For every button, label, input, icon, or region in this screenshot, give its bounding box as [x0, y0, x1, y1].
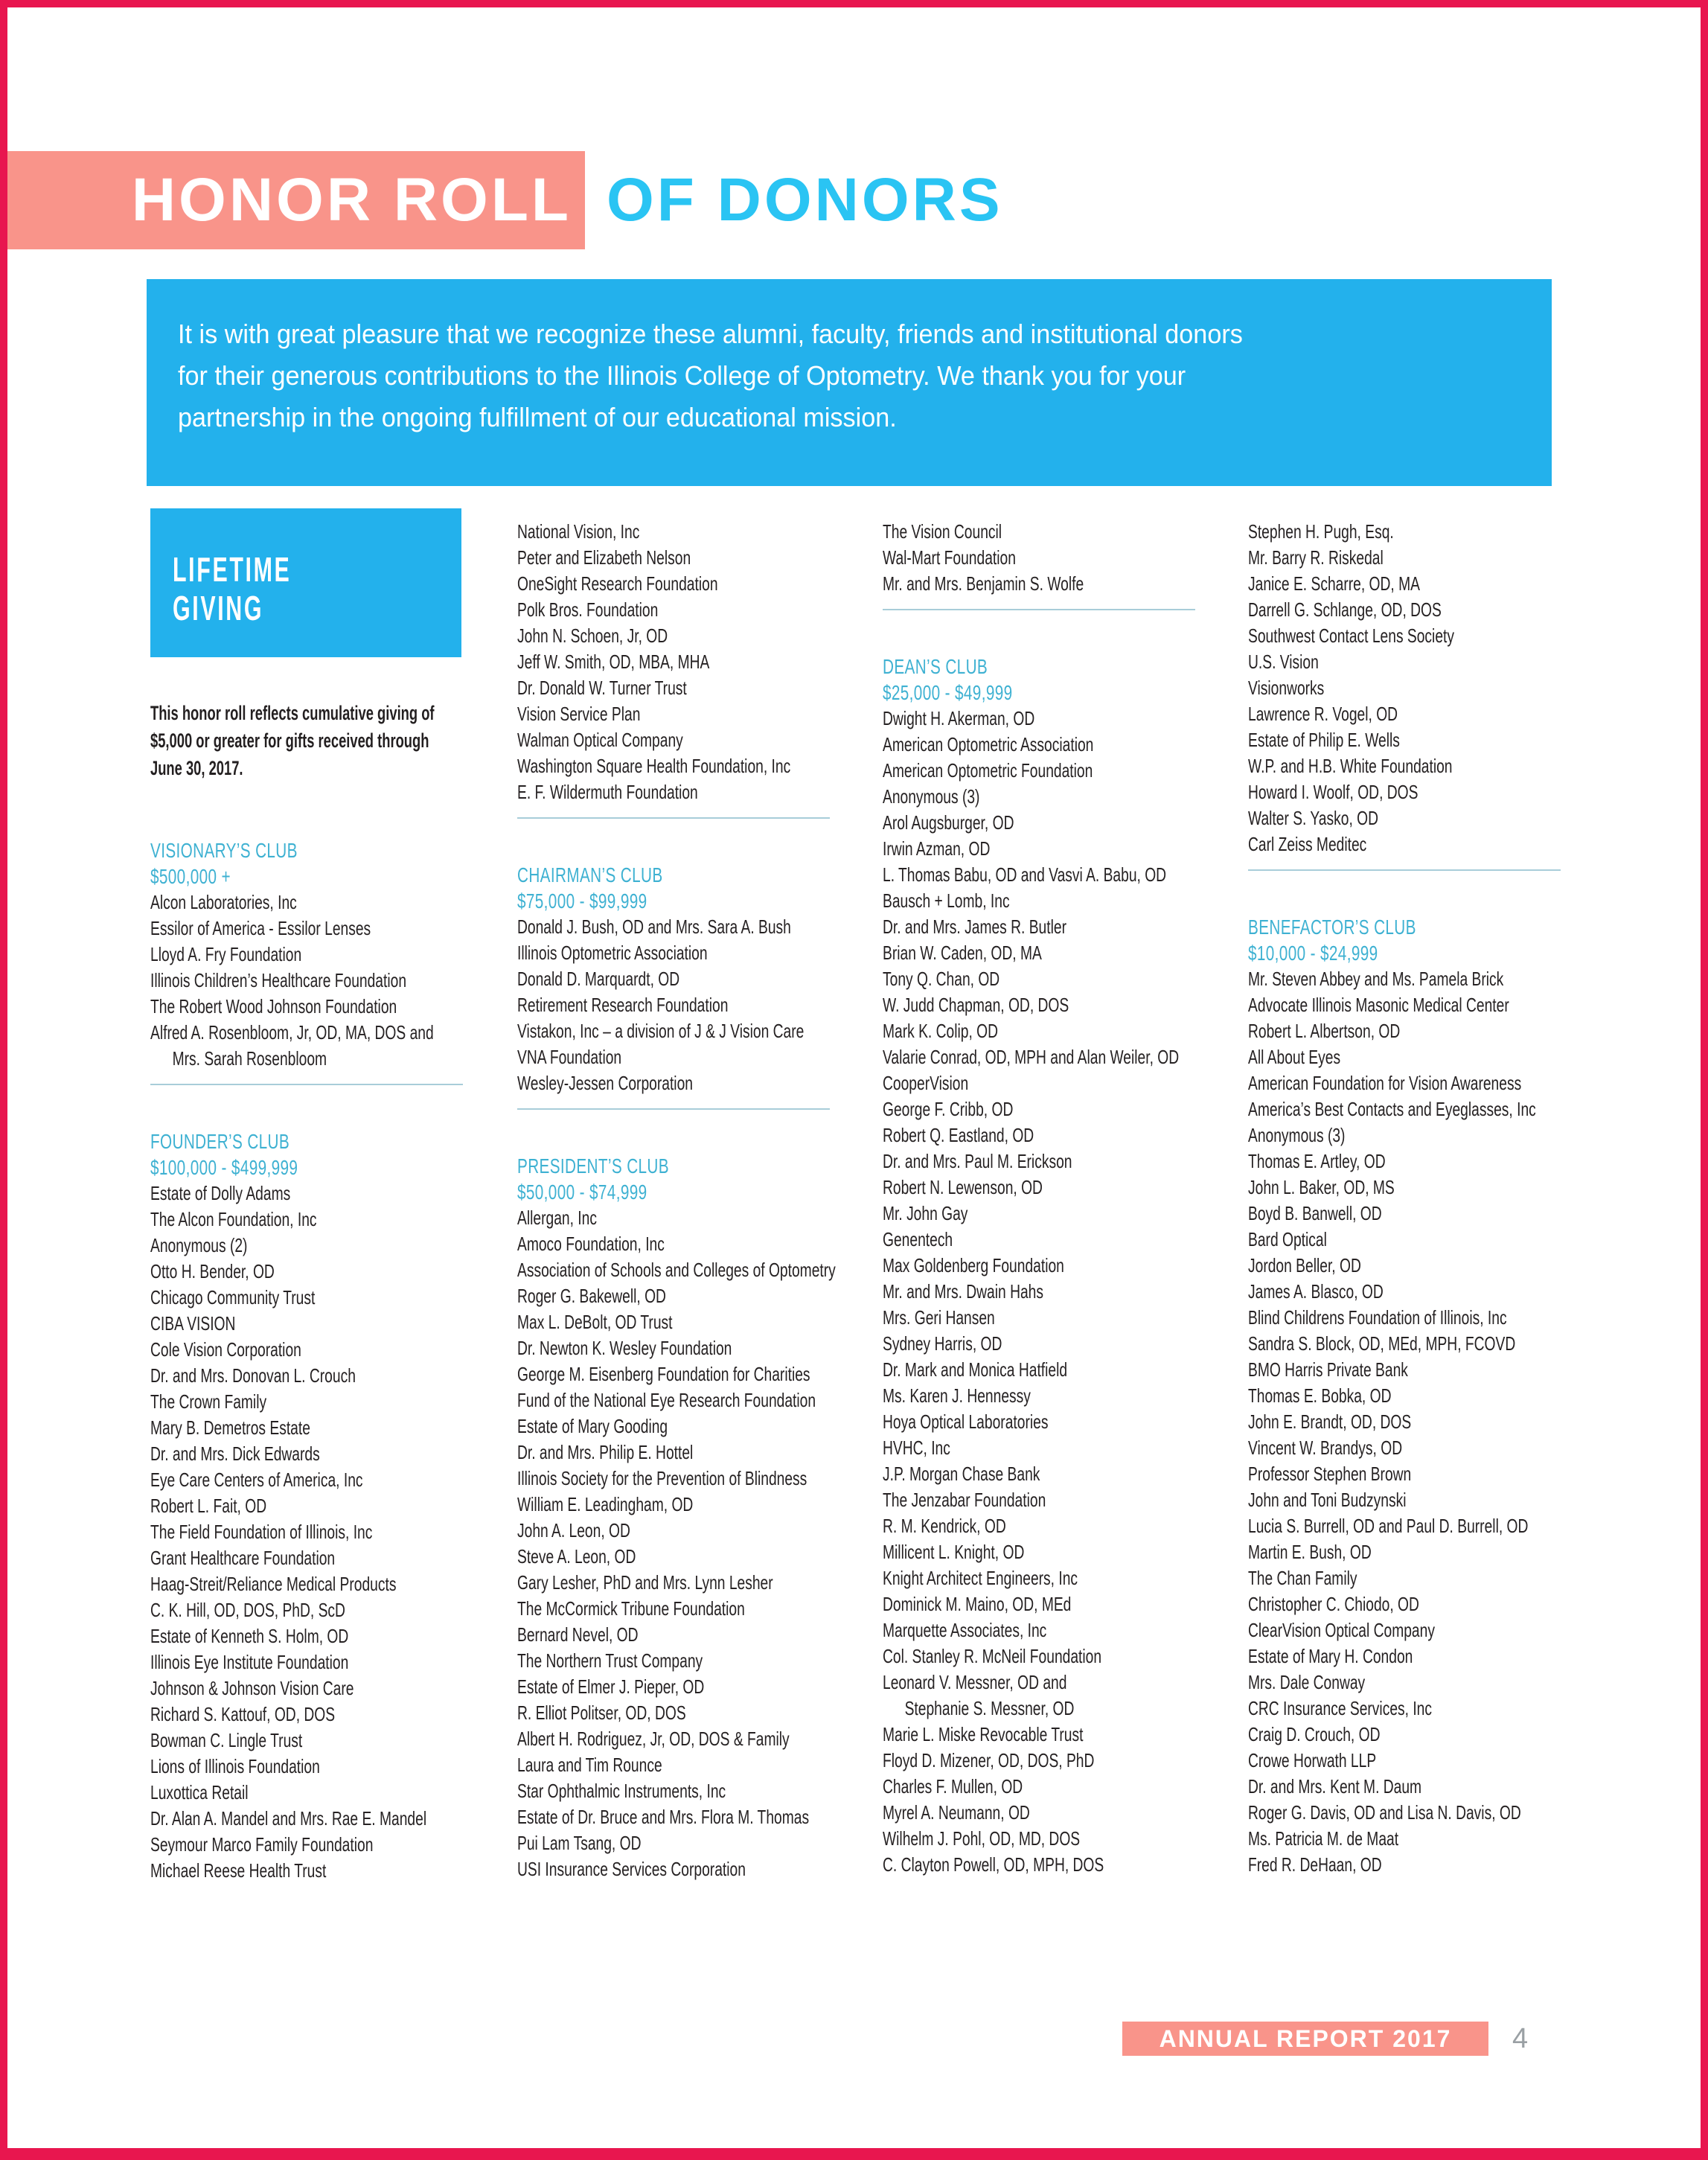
donor-name: Haag-Streit/Reliance Medical Products — [150, 1573, 397, 1595]
donor-name: American Optometric Foundation — [883, 759, 1093, 782]
intro-line: for their generous contributions to the Illinois College of Optometry. We thank you for your — [178, 360, 1186, 391]
donor-name: Craig D. Crouch, OD — [1248, 1723, 1381, 1745]
title-banner-salmon — [7, 151, 585, 249]
donor-name: Mrs. Sarah Rosenbloom — [172, 1047, 327, 1070]
donor-name: Christopher C. Chiodo, OD — [1248, 1593, 1419, 1615]
club-section — [517, 1153, 867, 1882]
donor-name: Martin E. Bush, OD — [1248, 1541, 1372, 1563]
donor-name: OneSight Research Foundation — [517, 572, 718, 595]
donor-name: Laura and Tim Rounce — [517, 1754, 662, 1776]
donor-name: Alcon Laboratories, Inc — [150, 891, 297, 913]
donor-name: C. Clayton Powell, OD, MPH, DOS — [883, 1853, 1104, 1876]
donor-name: Ms. Patricia M. de Maat — [1248, 1827, 1399, 1850]
donor-name: The Vision Council — [883, 520, 1002, 543]
donor-name: Leonard V. Messner, OD and — [883, 1671, 1067, 1693]
donor-name: Charles F. Mullen, OD — [883, 1775, 1023, 1798]
donor-name: Luxottica Retail — [150, 1781, 249, 1803]
donor-name: Dr. Newton K. Wesley Foundation — [517, 1337, 732, 1359]
donor-name: Robert L. Albertson, OD — [1248, 1020, 1401, 1042]
donor-name: Robert L. Fait, OD — [150, 1495, 267, 1517]
donor-name: Visionworks — [1248, 677, 1325, 699]
donor-name: John E. Brandt, OD, DOS — [1248, 1410, 1412, 1433]
donor-name: James A. Blasco, OD — [1248, 1280, 1384, 1303]
club-section — [517, 862, 867, 1096]
section-divider — [1248, 869, 1561, 871]
donor-name: VNA Foundation — [517, 1046, 622, 1068]
donor-name: Dr. and Mrs. Paul M. Erickson — [883, 1150, 1072, 1172]
club-section — [150, 1128, 500, 1884]
donor-name: Max L. DeBolt, OD Trust — [517, 1311, 673, 1333]
donor-name: Peter and Elizabeth Nelson — [517, 546, 691, 569]
donor-name: CooperVision — [883, 1072, 969, 1094]
donor-name: Essilor of America - Essilor Lenses — [150, 917, 371, 939]
donor-name: Estate of Kenneth S. Holm, OD — [150, 1625, 349, 1647]
cumulative-giving-note — [150, 700, 500, 782]
donor-name: Darrell G. Schlange, OD, DOS — [1248, 598, 1442, 621]
donor-name: L. Thomas Babu, OD and Vasvi A. Babu, OD — [883, 863, 1167, 886]
donor-name: The Robert Wood Johnson Foundation — [150, 995, 397, 1017]
note-line: June 30, 2017. — [150, 757, 243, 779]
donor-name: Anonymous (3) — [1248, 1124, 1346, 1146]
donor-name: Mr. and Mrs. Dwain Hahs — [883, 1280, 1043, 1303]
club-section-continuation — [517, 519, 867, 805]
intro-banner — [147, 279, 1552, 486]
donor-name: Southwest Contact Lens Society — [1248, 624, 1455, 647]
club-giving-range: $75,000 - $99,999 — [517, 889, 647, 913]
donor-name: Max Goldenberg Foundation — [883, 1254, 1064, 1276]
donor-name: Robert Q. Eastland, OD — [883, 1124, 1034, 1146]
donor-name: Mrs. Geri Hansen — [883, 1306, 995, 1329]
donor-name: Jordon Beller, OD — [1248, 1254, 1361, 1276]
donor-name: Dr. and Mrs. James R. Butler — [883, 916, 1066, 938]
donor-name: Estate of Mary Gooding — [517, 1415, 668, 1437]
donor-column — [517, 519, 867, 1882]
donor-name: The Crown Family — [150, 1390, 267, 1413]
lifetime-giving-label: GIVING — [173, 589, 264, 627]
donor-name: Polk Bros. Foundation — [517, 598, 659, 621]
donor-name: Arol Augsburger, OD — [883, 811, 1014, 834]
donor-name: Sydney Harris, OD — [883, 1332, 1002, 1355]
donor-name: Bard Optical — [1248, 1228, 1327, 1250]
donor-name: Stephanie S. Messner, OD — [904, 1697, 1075, 1719]
donor-name: Illinois Children’s Healthcare Foundation — [150, 969, 407, 991]
donor-name: Bowman C. Lingle Trust — [150, 1729, 303, 1751]
donor-name: Thomas E. Bobka, OD — [1248, 1384, 1392, 1407]
donor-name: Illinois Eye Institute Foundation — [150, 1651, 349, 1673]
donor-name: Dominick M. Maino, OD, MEd — [883, 1593, 1072, 1615]
donor-name: National Vision, Inc — [517, 520, 640, 543]
donor-name: Advocate Illinois Masonic Medical Center — [1248, 994, 1509, 1016]
donor-name: Otto H. Bender, OD — [150, 1260, 275, 1282]
donor-name: Mr. Steven Abbey and Ms. Pamela Brick — [1248, 968, 1504, 990]
donor-name: Fund of the National Eye Research Foundation — [517, 1389, 816, 1411]
lifetime-giving-box — [150, 508, 461, 657]
donor-name: Vistakon, Inc – a division of J & J Vision Care — [517, 1020, 805, 1042]
lifetime-giving-label: LIFETIME — [173, 550, 292, 589]
donor-name: Brian W. Caden, OD, MA — [883, 942, 1042, 964]
donor-name: American Optometric Association — [883, 733, 1094, 755]
donor-name: Walman Optical Company — [517, 729, 683, 751]
donor-name: Robert N. Lewenson, OD — [883, 1176, 1043, 1198]
page-number: 4 — [1512, 2023, 1529, 2054]
donor-name: Michael Reese Health Trust — [150, 1859, 327, 1882]
donor-name: Anonymous (2) — [150, 1234, 248, 1256]
club-giving-range: $10,000 - $24,999 — [1248, 942, 1378, 965]
donor-name: George M. Eisenberg Foundation for Charities — [517, 1363, 810, 1385]
donor-name: Dr. and Mrs. Dick Edwards — [150, 1442, 320, 1465]
donor-name: Estate of Dolly Adams — [150, 1182, 291, 1204]
donor-name: Crowe Horwath LLP — [1248, 1749, 1377, 1771]
donor-name: Thomas E. Artley, OD — [1248, 1150, 1386, 1172]
donor-name: Howard I. Woolf, OD, DOS — [1248, 781, 1418, 803]
donor-name: Carl Zeiss Meditec — [1248, 833, 1367, 855]
footer-banner — [1122, 2022, 1488, 2056]
donor-name: Knight Architect Engineers, Inc — [883, 1567, 1078, 1589]
club-heading: FOUNDER’S CLUB — [150, 1130, 290, 1153]
donor-name: Washington Square Health Foundation, Inc — [517, 755, 791, 777]
club-heading: VISIONARY’S CLUB — [150, 839, 298, 862]
donor-name: John L. Baker, OD, MS — [1248, 1176, 1395, 1198]
donor-name: Johnson & Johnson Vision Care — [150, 1677, 354, 1699]
donor-name: Genentech — [883, 1228, 953, 1250]
donor-name: Anonymous (3) — [883, 785, 980, 808]
club-section-continuation — [1248, 519, 1598, 857]
donor-name: Sandra S. Block, OD, MEd, MPH, FCOVD — [1248, 1332, 1516, 1355]
donor-name: Irwin Azman, OD — [883, 837, 991, 860]
donor-column — [883, 519, 1232, 1878]
donor-name: The Chan Family — [1248, 1567, 1357, 1589]
donor-name: Retirement Research Foundation — [517, 994, 729, 1016]
donor-name: John N. Schoen, Jr, OD — [517, 624, 668, 647]
donor-name: Dr. and Mrs. Philip E. Hottel — [517, 1441, 694, 1463]
donor-name: Donald D. Marquardt, OD — [517, 968, 680, 990]
donor-name: Marquette Associates, Inc — [883, 1619, 1047, 1641]
donor-name: Millicent L. Knight, OD — [883, 1541, 1025, 1563]
donor-name: American Foundation for Vision Awareness — [1248, 1072, 1522, 1094]
section-divider — [150, 1084, 463, 1085]
donor-name: The Field Foundation of Illinois, Inc — [150, 1521, 373, 1543]
donor-name: Estate of Dr. Bruce and Mrs. Flora M. Thomas — [517, 1806, 810, 1828]
club-section-continuation — [883, 519, 1232, 597]
donor-name: America’s Best Contacts and Eyeglasses, Inc — [1248, 1098, 1536, 1120]
donor-name: Wilhelm J. Pohl, OD, MD, DOS — [883, 1827, 1081, 1850]
donor-name: Association of Schools and Colleges of Optometry — [517, 1259, 836, 1281]
donor-name: Mr. and Mrs. Benjamin S. Wolfe — [883, 572, 1084, 595]
donor-name: Dr. Alan A. Mandel and Mrs. Rae E. Mandel — [150, 1807, 427, 1830]
club-heading: PRESIDENT’S CLUB — [517, 1154, 669, 1178]
donor-name: Estate of Elmer J. Pieper, OD — [517, 1675, 705, 1698]
section-divider — [883, 609, 1195, 610]
donor-name: Eye Care Centers of America, Inc — [150, 1469, 363, 1491]
donor-name: Seymour Marco Family Foundation — [150, 1833, 374, 1856]
donor-name: Donald J. Bush, OD and Mrs. Sara A. Bush — [517, 916, 791, 938]
donor-name: The Jenzabar Foundation — [883, 1489, 1046, 1511]
donor-name: Myrel A. Neumann, OD — [883, 1801, 1030, 1824]
donor-name: E. F. Wildermuth Foundation — [517, 781, 698, 803]
donor-name: The Alcon Foundation, Inc — [150, 1208, 317, 1230]
club-heading: DEAN’S CLUB — [883, 655, 988, 678]
donor-column — [150, 837, 500, 1884]
donor-name: Mrs. Dale Conway — [1248, 1671, 1366, 1693]
donor-name: The Northern Trust Company — [517, 1649, 703, 1672]
donor-name: Ms. Karen J. Hennessy — [883, 1384, 1031, 1407]
donor-name: William E. Leadingham, OD — [517, 1493, 694, 1515]
donor-name: R. Elliot Politser, OD, DOS — [517, 1702, 686, 1724]
donor-name: Hoya Optical Laboratories — [883, 1410, 1049, 1433]
donor-name: Roger G. Davis, OD and Lisa N. Davis, OD — [1248, 1801, 1521, 1824]
donor-name: Mark K. Colip, OD — [883, 1020, 999, 1042]
donor-name: BMO Harris Private Bank — [1248, 1358, 1408, 1381]
donor-name: Albert H. Rodriguez, Jr, OD, DOS & Family — [517, 1728, 790, 1750]
donor-name: Lawrence R. Vogel, OD — [1248, 703, 1398, 725]
donor-name: Roger G. Bakewell, OD — [517, 1285, 666, 1307]
donor-name: John A. Leon, OD — [517, 1519, 630, 1541]
donor-name: Stephen H. Pugh, Esq. — [1248, 520, 1394, 543]
donor-name: Dr. and Mrs. Kent M. Daum — [1248, 1775, 1422, 1798]
donor-name: Mary B. Demetros Estate — [150, 1416, 310, 1439]
donor-name: Cole Vision Corporation — [150, 1338, 301, 1361]
club-heading: CHAIRMAN’S CLUB — [517, 863, 663, 886]
donor-name: Allergan, Inc — [517, 1207, 597, 1229]
donor-name: Grant Healthcare Foundation — [150, 1547, 336, 1569]
donor-name: Chicago Community Trust — [150, 1286, 316, 1309]
donor-name: Lloyd A. Fry Foundation — [150, 943, 302, 965]
note-line: $5,000 or greater for gifts received through — [150, 729, 429, 752]
donor-name: Walter S. Yasko, OD — [1248, 807, 1378, 829]
donor-name: Tony Q. Chan, OD — [883, 968, 1000, 990]
section-divider — [517, 1108, 830, 1110]
donor-name: Bernard Nevel, OD — [517, 1623, 639, 1646]
club-giving-range: $500,000 + — [150, 865, 231, 888]
donor-name: Professor Stephen Brown — [1248, 1463, 1412, 1485]
donor-name: John and Toni Budzynski — [1248, 1489, 1407, 1511]
donor-name: Illinois Society for the Prevention of Blindness — [517, 1467, 807, 1489]
page-title-right: OF DONORS — [607, 166, 1003, 234]
donor-name: Mr. Barry R. Riskedal — [1248, 546, 1384, 569]
donor-name: Lucia S. Burrell, OD and Paul D. Burrell, OD — [1248, 1515, 1529, 1537]
club-giving-range: $100,000 - $499,999 — [150, 1156, 298, 1179]
donor-name: C. K. Hill, OD, DOS, PhD, ScD — [150, 1599, 345, 1621]
donor-name: Lions of Illinois Foundation — [150, 1755, 320, 1777]
club-heading: BENEFACTOR’S CLUB — [1248, 916, 1416, 939]
page-title-left: HONOR ROLL — [131, 166, 572, 234]
donor-name: Estate of Philip E. Wells — [1248, 729, 1400, 751]
intro-text — [147, 279, 1552, 438]
donor-name: Vincent W. Brandys, OD — [1248, 1437, 1403, 1459]
footer-label: ANNUAL REPORT 2017 — [1159, 2025, 1452, 2052]
club-section — [883, 654, 1232, 1878]
donor-name: U.S. Vision — [1248, 651, 1319, 673]
donor-name: Blind Childrens Foundation of Illinois, Inc — [1248, 1306, 1507, 1329]
club-giving-range: $50,000 - $74,999 — [517, 1180, 647, 1204]
donor-name: Steve A. Leon, OD — [517, 1545, 636, 1568]
donor-name: Marie L. Miske Revocable Trust — [883, 1723, 1084, 1745]
donor-name: Dr. and Mrs. Donovan L. Crouch — [150, 1364, 356, 1387]
donor-name: George F. Cribb, OD — [883, 1098, 1014, 1120]
donor-name: W. Judd Chapman, OD, DOS — [883, 994, 1069, 1016]
donor-name: Bausch + Lomb, Inc — [883, 889, 1010, 912]
donor-name: Boyd B. Banwell, OD — [1248, 1202, 1382, 1224]
note-line: This honor roll reflects cumulative giving of — [150, 702, 435, 724]
donor-name: All About Eyes — [1248, 1046, 1341, 1068]
club-section — [1248, 914, 1598, 1878]
donor-name: HVHC, Inc — [883, 1437, 950, 1459]
donor-name: Wesley-Jessen Corporation — [517, 1072, 693, 1094]
donor-name: Mr. John Gay — [883, 1202, 968, 1224]
donor-name: R. M. Kendrick, OD — [883, 1515, 1006, 1537]
intro-line: partnership in the ongoing fulfillment of our educational mission. — [178, 402, 897, 432]
donor-name: Dwight H. Akerman, OD — [883, 707, 1035, 729]
intro-line: It is with great pleasure that we recognize these alumni, faculty, friends and institutional donors — [178, 319, 1243, 349]
donor-name: ClearVision Optical Company — [1248, 1619, 1435, 1641]
donor-name: Star Ophthalmic Instruments, Inc — [517, 1780, 726, 1802]
donor-name: Illinois Optometric Association — [517, 942, 708, 964]
donor-name: Col. Stanley R. McNeil Foundation — [883, 1645, 1102, 1667]
donor-name: Dr. Mark and Monica Hatfield — [883, 1358, 1068, 1381]
donor-name: J.P. Morgan Chase Bank — [883, 1463, 1040, 1485]
donor-name: Fred R. DeHaan, OD — [1248, 1853, 1382, 1876]
donor-name: Richard S. Kattouf, OD, DOS — [150, 1703, 336, 1725]
donor-name: Dr. Donald W. Turner Trust — [517, 677, 687, 699]
donor-name: Janice E. Scharre, OD, MA — [1248, 572, 1420, 595]
donor-name: Estate of Mary H. Condon — [1248, 1645, 1413, 1667]
donor-name: Jeff W. Smith, OD, MBA, MHA — [517, 651, 710, 673]
donor-name: Valarie Conrad, OD, MPH and Alan Weiler, OD — [883, 1046, 1180, 1068]
club-giving-range: $25,000 - $49,999 — [883, 681, 1013, 704]
donor-name: Floyd D. Mizener, OD, DOS, PhD — [883, 1749, 1095, 1771]
donor-column — [1248, 519, 1598, 1878]
donor-name: W.P. and H.B. White Foundation — [1248, 755, 1453, 777]
donor-name: Alfred A. Rosenbloom, Jr, OD, MA, DOS and — [150, 1021, 434, 1044]
donor-name: USI Insurance Services Corporation — [517, 1858, 746, 1880]
donor-name: Amoco Foundation, Inc — [517, 1233, 665, 1255]
donor-name: CRC Insurance Services, Inc — [1248, 1697, 1433, 1719]
section-divider — [517, 817, 830, 819]
donor-name: Wal-Mart Foundation — [883, 546, 1016, 569]
donor-name: CIBA VISION — [150, 1312, 236, 1335]
donor-name: The McCormick Tribune Foundation — [517, 1597, 745, 1620]
club-section — [150, 837, 500, 1072]
donor-name: Gary Lesher, PhD and Mrs. Lynn Lesher — [517, 1571, 773, 1594]
donor-name: Pui Lam Tsang, OD — [517, 1832, 642, 1854]
donor-name: Vision Service Plan — [517, 703, 641, 725]
